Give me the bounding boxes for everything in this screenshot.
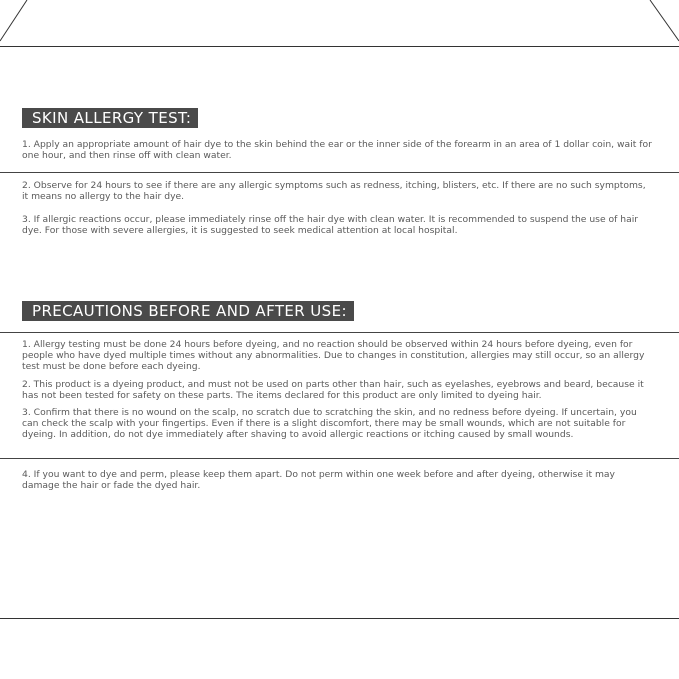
precautions-item-4: 4. If you want to dye and perm, please keep them apart. Do not perm within one week before and after dyeing, otherwise it may damage the hair or fade the dyed hair.: [22, 469, 615, 491]
precautions-item-3: 3. Confirm that there is no wound on the scalp, no scratch due to scratching the skin, and no redness before dyeing. If uncertain, you can check the scalp with your fingertips. Even if there is a slight discomfort, there may be small wounds, which are not suitable for dyeing. In addition, do not dye immediately after shaving to avoid allergic reactions or itching caused by small wounds.: [22, 407, 637, 440]
skin-allergy-heading: SKIN ALLERGY TEST:: [22, 108, 198, 128]
precautions-item-2: 2. This product is a dyeing product, and must not be used on parts other than hair, such as eyelashes, eyebrows and beard, because it has not been tested for safety on these parts. The items declared for this product are only limited to dyeing hair.: [22, 379, 644, 401]
skin-allergy-item-2: 2. Observe for 24 hours to see if there are any allergic symptoms such as redness, itching, blisters, etc. If there are no such symptoms, it means no allergy to the hair dye.: [22, 180, 646, 202]
precautions-heading: PRECAUTIONS BEFORE AND AFTER USE:: [22, 301, 354, 321]
right-flap-edge: [650, 0, 679, 41]
left-flap-edge: [0, 0, 27, 41]
precautions-item-1: 1. Allergy testing must be done 24 hours before dyeing, and no reaction should be observed within 24 hours before dyeing, even for people who have dyed multiple times without any abnormalities. Due to changes in constitution, allergies may still occur, so an allergy test must be done before each dyeing.: [22, 339, 645, 372]
skin-allergy-item-1: 1. Apply an appropriate amount of hair dye to the skin behind the ear or the inner side of the forearm in an area of 1 dollar coin, wait for one hour, and then rinse off with clean water.: [22, 139, 652, 161]
skin-allergy-item-3: 3. If allergic reactions occur, please immediately rinse off the hair dye with clean water. It is recommended to suspend the use of hair dye. For those with severe allergies, it is suggested to seek medical attention at local hospital.: [22, 214, 639, 236]
